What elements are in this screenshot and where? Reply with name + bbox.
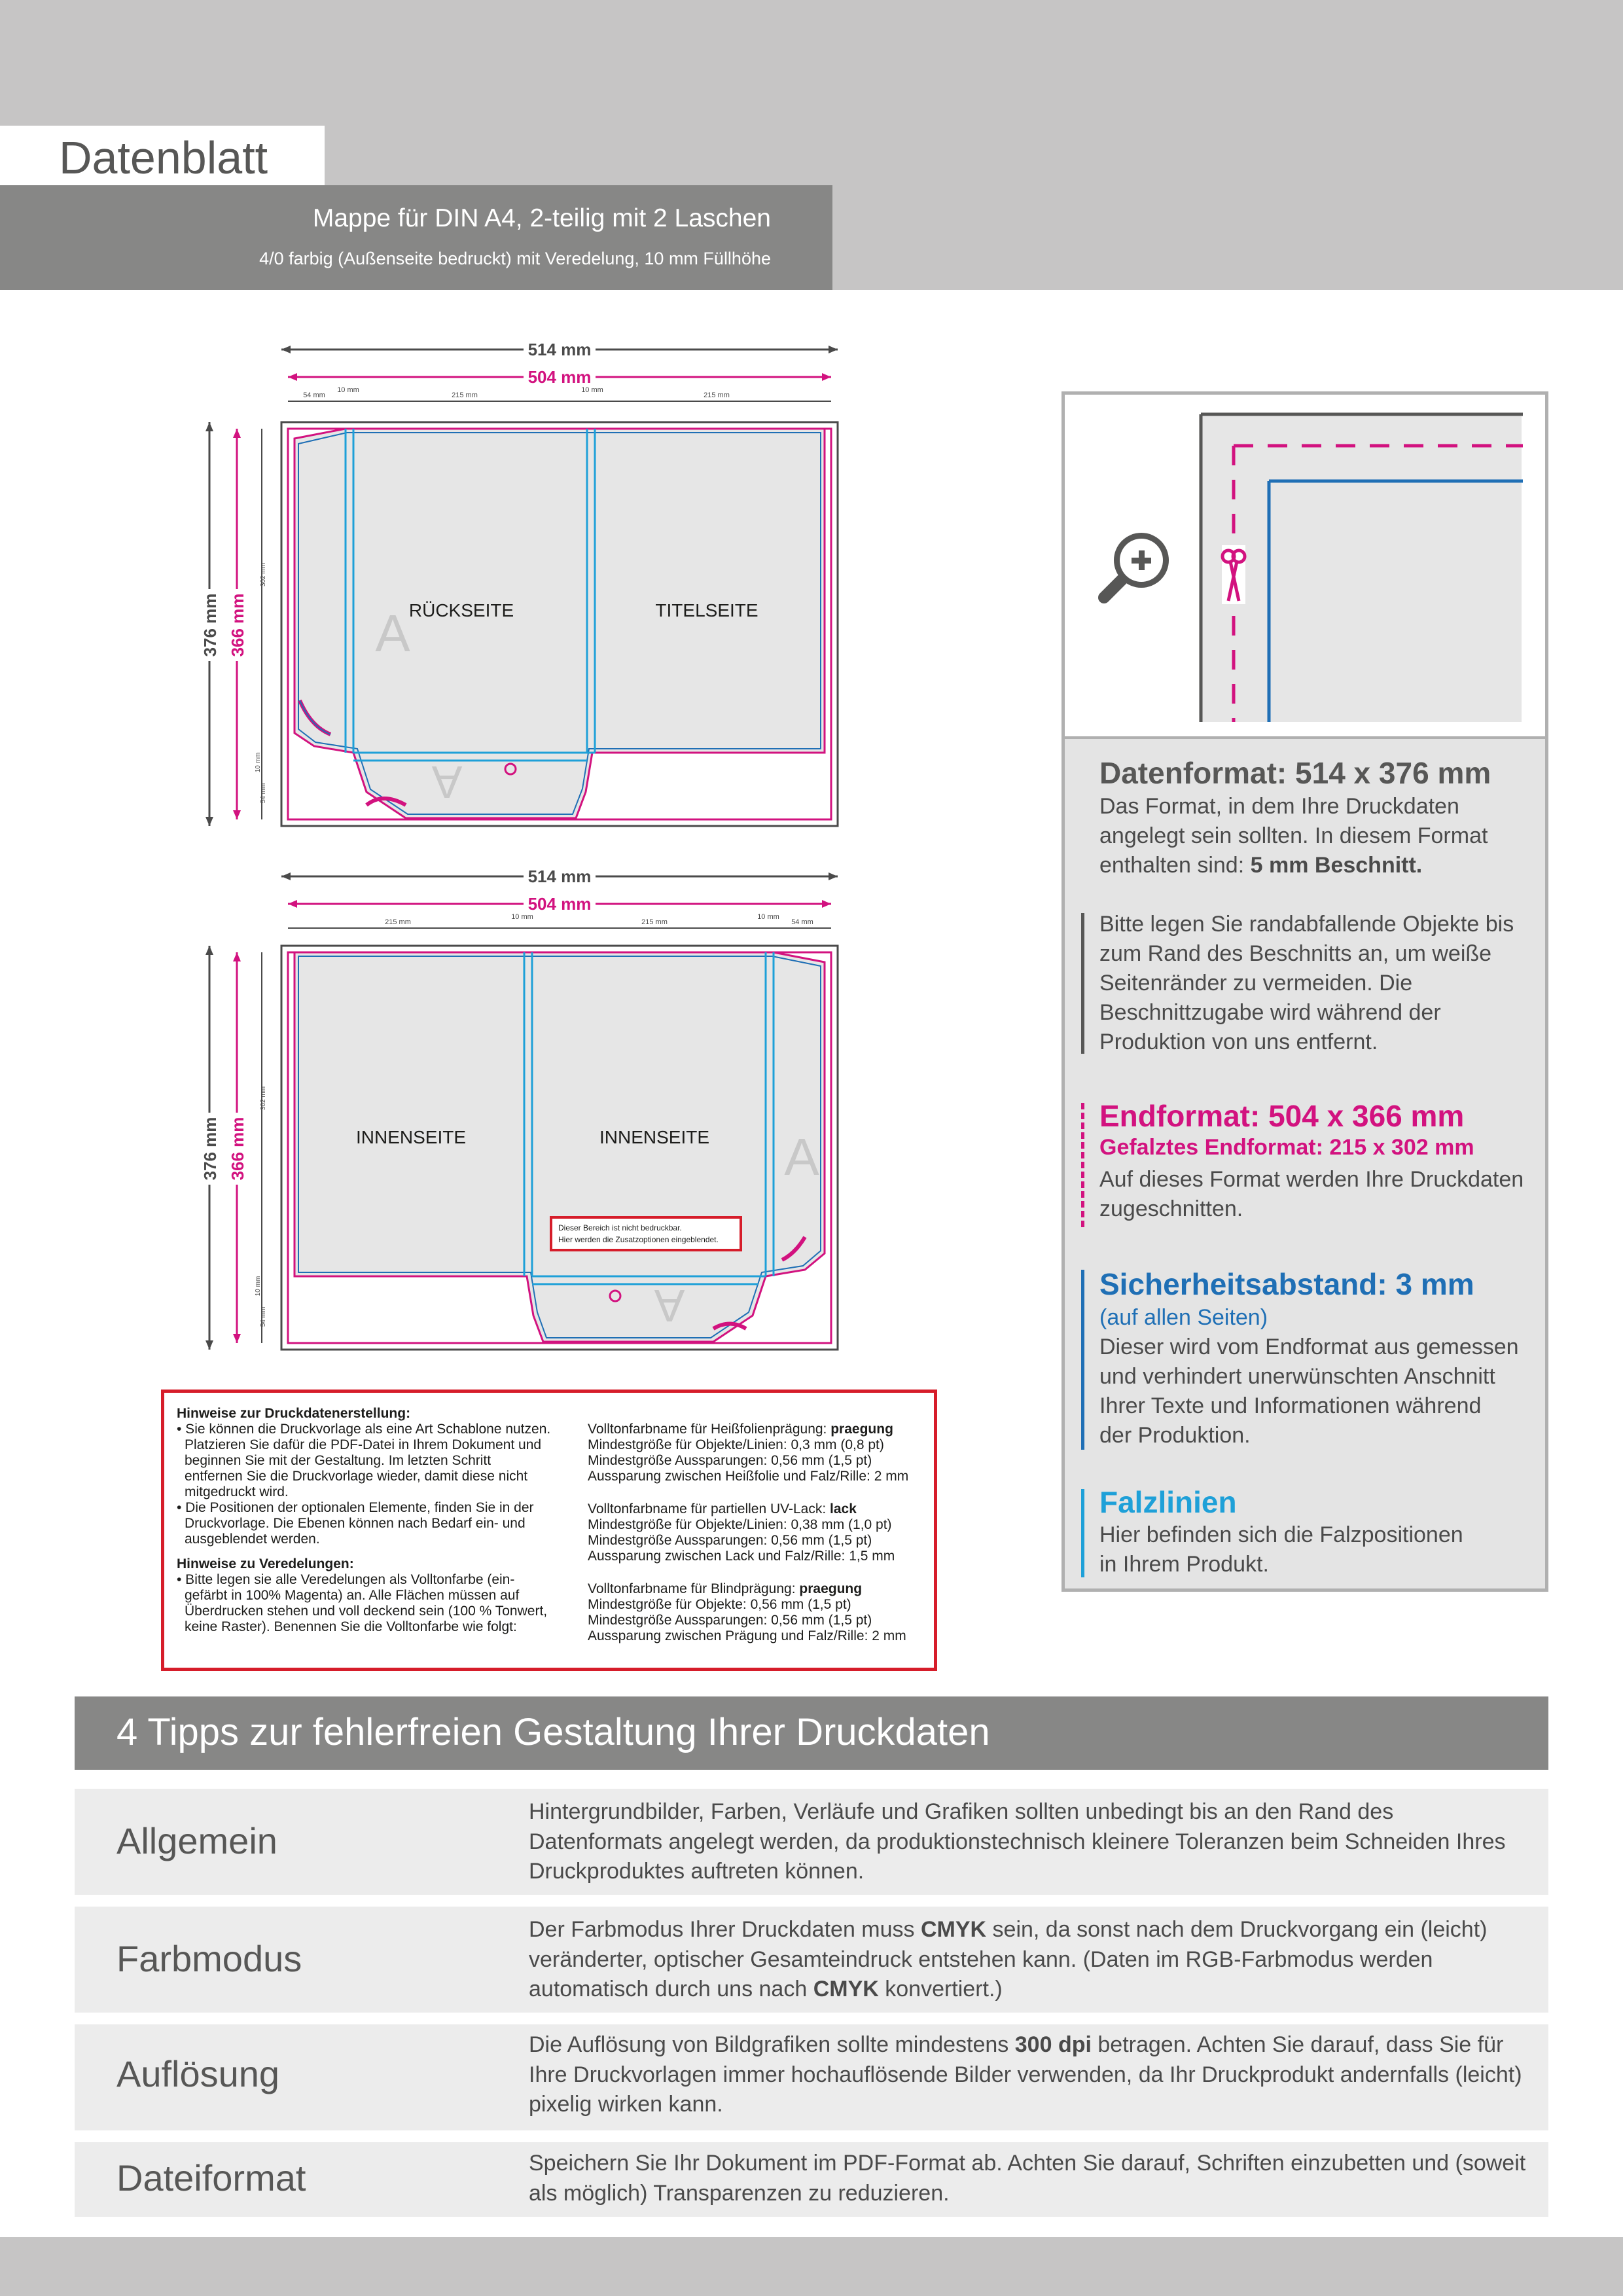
label-height-final: 366 mm bbox=[228, 593, 247, 657]
label-width-final: 504 mm bbox=[527, 367, 592, 387]
product-spec: 4/0 farbig (Außenseite bedruckt) mit Veredelung, 10 mm Füllhöhe bbox=[259, 249, 771, 268]
panel-label-front: TITELSEITE bbox=[655, 600, 758, 620]
svg-text:514 mm: 514 mm bbox=[527, 867, 592, 886]
svg-text:10 mm: 10 mm bbox=[255, 1276, 262, 1297]
tip-label-farbmodus: Farbmodus bbox=[116, 1938, 302, 1979]
tip-label-dateiformat: Dateiformat bbox=[116, 2157, 306, 2198]
datenformat-text: Das Format, in dem Ihre Druckdaten angelegt sein sollten. In diesem Format enthalten sind: 5 mm Beschnitt. bbox=[1099, 794, 1488, 878]
subtitle-bar bbox=[0, 185, 832, 290]
page-title: Datenblatt bbox=[59, 132, 268, 183]
datenformat-title: Datenformat: 514 x 376 mm bbox=[1099, 756, 1491, 790]
svg-text:A: A bbox=[431, 757, 463, 808]
tip-label-allgemein: Allgemein bbox=[116, 1820, 277, 1861]
svg-text:10 mm: 10 mm bbox=[337, 386, 359, 394]
magnifier-plus-icon bbox=[1104, 533, 1169, 598]
endformat-subtitle: Gefalztes Endformat: 215 x 302 mm bbox=[1099, 1135, 1474, 1160]
beschnitt-marker bbox=[1081, 913, 1084, 1054]
sicherheit-marker bbox=[1081, 1270, 1084, 1450]
diagram-outer bbox=[196, 334, 851, 838]
svg-text:54 mm: 54 mm bbox=[791, 918, 813, 926]
svg-text:215 mm: 215 mm bbox=[385, 918, 411, 926]
panel-label-inner-left: INNENSEITE bbox=[355, 1127, 467, 1147]
falz-title: Falzlinien bbox=[1099, 1485, 1237, 1519]
non-printable-area-box bbox=[551, 1217, 741, 1250]
tip-label-aufloesung: Auflösung bbox=[116, 2053, 280, 2094]
beschnitt-text: Bitte legen Sie randabfallende Objekte bis zum Rand des Beschnitts an, um weiße Seitenränder zu vermeiden. Die Beschnittzugabe wird während der Produktion von uns entfernt. bbox=[1099, 912, 1514, 1054]
endformat-text: Auf dieses Format werden Ihre Druckdaten zugeschnitten. bbox=[1099, 1167, 1524, 1221]
endformat-marker bbox=[1081, 1103, 1084, 1227]
falz-marker bbox=[1081, 1489, 1084, 1577]
svg-text:A: A bbox=[654, 1280, 685, 1331]
tip-text-aufloesung: Die Auflösung von Bildgrafiken sollte mindestens 300 dpi betragen. Achten Sie darauf, dass Sie für Ihre Druckvorlagen immer hochauflösende Bilder verwenden, da Ihr Druckprodukt andernfalls (leicht) pixelig wirken kann. bbox=[529, 2032, 1522, 2117]
scissors-icon bbox=[1222, 545, 1245, 604]
falz-text: Hier befinden sich die Falzpositionen in Ihrem Produkt. bbox=[1099, 1522, 1463, 1577]
svg-text:302 mm: 302 mm bbox=[260, 1086, 267, 1111]
diagram-inner bbox=[196, 861, 851, 1365]
tip-text-farbmodus: Der Farbmodus Ihrer Druckdaten muss CMYK sein, da sonst nach dem Druckvorgang ein (leicht) veränderter, optischer Gesamteindruck entstehen kann. (Daten im RGB-Farbmodus werden automatisch durch uns nach CMYK konvertiert.) bbox=[529, 1917, 1488, 2001]
sicherheit-title: Sicherheitsabstand: 3 mm bbox=[1099, 1267, 1474, 1301]
label-height-total: 376 mm bbox=[200, 593, 220, 657]
tips-heading: 4 Tipps zur fehlerfreien Gestaltung Ihrer Druckdaten bbox=[116, 1711, 990, 1753]
corner-detail bbox=[1065, 395, 1545, 736]
footer-band bbox=[0, 2237, 1623, 2296]
svg-text:Hier werden die Zusatzoptionen: Hier werden die Zusatzoptionen eingeblendet. bbox=[558, 1235, 719, 1244]
sicherheit-text: Dieser wird vom Endformat aus gemessen und verhindert unerwünschten Anschnitt Ihrer Texte und Informationen während der Produktion. bbox=[1099, 1335, 1519, 1448]
sicherheit-subtitle: (auf allen Seiten) bbox=[1099, 1305, 1268, 1330]
svg-text:10 mm: 10 mm bbox=[757, 913, 779, 921]
notes-left: Hinweise zur Druckdatenerstellung: • Sie können die Druckvorlage als eine Art Schablone nutzen. Platzieren Sie dafür die PDF-Datei in Ihrem Dokument und beginnen Sie mit der Gestaltung. Im letzten Schritt entfernen Sie die Druckvorlage wieder, damit diese nicht mitgedruckt wird. • Die Positionen der optionalen Elemente, finden Sie in der Druckvorlage. Die Ebenen können nach Bedarf ein- und ausgeblendet werden. Hinweise zu Veredelungen: • Bitte legen sie alle Veredelungen als Volltonfarbe (ein- gefärbt in 100% Magenta) an. Alle Flächen müssen auf Überdrucken stehen und voll deckend sein (100 % Tonwert, keine Raster). Benennen Sie die Volltonfarbe wie folgt: bbox=[177, 1406, 551, 1634]
label-width-total: 514 mm bbox=[527, 340, 592, 359]
svg-text:A: A bbox=[784, 1128, 819, 1186]
svg-text:215 mm: 215 mm bbox=[452, 391, 478, 399]
endformat-title: Endformat: 504 x 366 mm bbox=[1099, 1099, 1465, 1133]
panel-label-inner-right: INNENSEITE bbox=[599, 1127, 710, 1147]
svg-text:54 mm: 54 mm bbox=[260, 783, 267, 804]
panel-label-back: RÜCKSEITE bbox=[408, 600, 514, 620]
zoom-illustration bbox=[1065, 395, 1545, 739]
svg-text:302 mm: 302 mm bbox=[260, 562, 267, 587]
tip-text-dateiformat: Speichern Sie Ihr Dokument im PDF-Format ab. Achten Sie darauf, Schriften einzubetten und (soweit als möglich) Transparenzen zu reduzieren. bbox=[529, 2151, 1526, 2206]
svg-text:10 mm: 10 mm bbox=[581, 386, 603, 394]
svg-text:54 mm: 54 mm bbox=[303, 391, 325, 399]
svg-text:10 mm: 10 mm bbox=[255, 752, 262, 773]
svg-text:Dieser Bereich ist nicht bedru: Dieser Bereich ist nicht bedruckbar. bbox=[558, 1223, 682, 1232]
product-subtitle: Mappe für DIN A4, 2-teilig mit 2 Laschen bbox=[312, 204, 771, 232]
svg-text:504 mm: 504 mm bbox=[527, 894, 592, 914]
flap-letter: A bbox=[375, 604, 410, 662]
svg-text:54 mm: 54 mm bbox=[260, 1306, 267, 1327]
svg-text:215 mm: 215 mm bbox=[641, 918, 668, 926]
svg-text:366 mm: 366 mm bbox=[228, 1117, 247, 1181]
svg-text:376 mm: 376 mm bbox=[200, 1117, 220, 1181]
svg-text:10 mm: 10 mm bbox=[511, 913, 533, 921]
tip-text-allgemein: Hintergrundbilder, Farben, Verläufe und Grafiken sollten unbedingt bis an den Rand des Datenformats angelegt werden, da produktionstechnisch kleinere Toleranzen beim Schneiden Ihres Druckproduktes auftreten können. bbox=[529, 1799, 1506, 1884]
notes-right: Volltonfarbname für Heißfolienprägung: praegung Mindestgröße für Objekte/Linien: 0,3 mm (0,8 pt) Mindestgröße Aussparungen: 0,56 mm (1,5 pt) Aussparung zwischen Heißfolie und Falz/Rille: 2 mm Volltonfarbname für partiellen UV-Lack: lack Mindestgröße für Objekte/Linien: 0,38 mm (1,0 pt) Mindestgröße Aussparungen: 0,56 mm (1,5 pt) Aussparung zwischen Lack und Falz/Rille: 1,5 mm Volltonfarbname für Blindprägung: praegung Mindestgröße für Objekte: 0,56 mm (1,5 pt) Mindestgröße Aussparungen: 0,56 mm (1,5 pt) Aussparung zwischen Prägung und Falz/Rille: 2 mm bbox=[588, 1422, 909, 1643]
svg-text:215 mm: 215 mm bbox=[704, 391, 730, 399]
